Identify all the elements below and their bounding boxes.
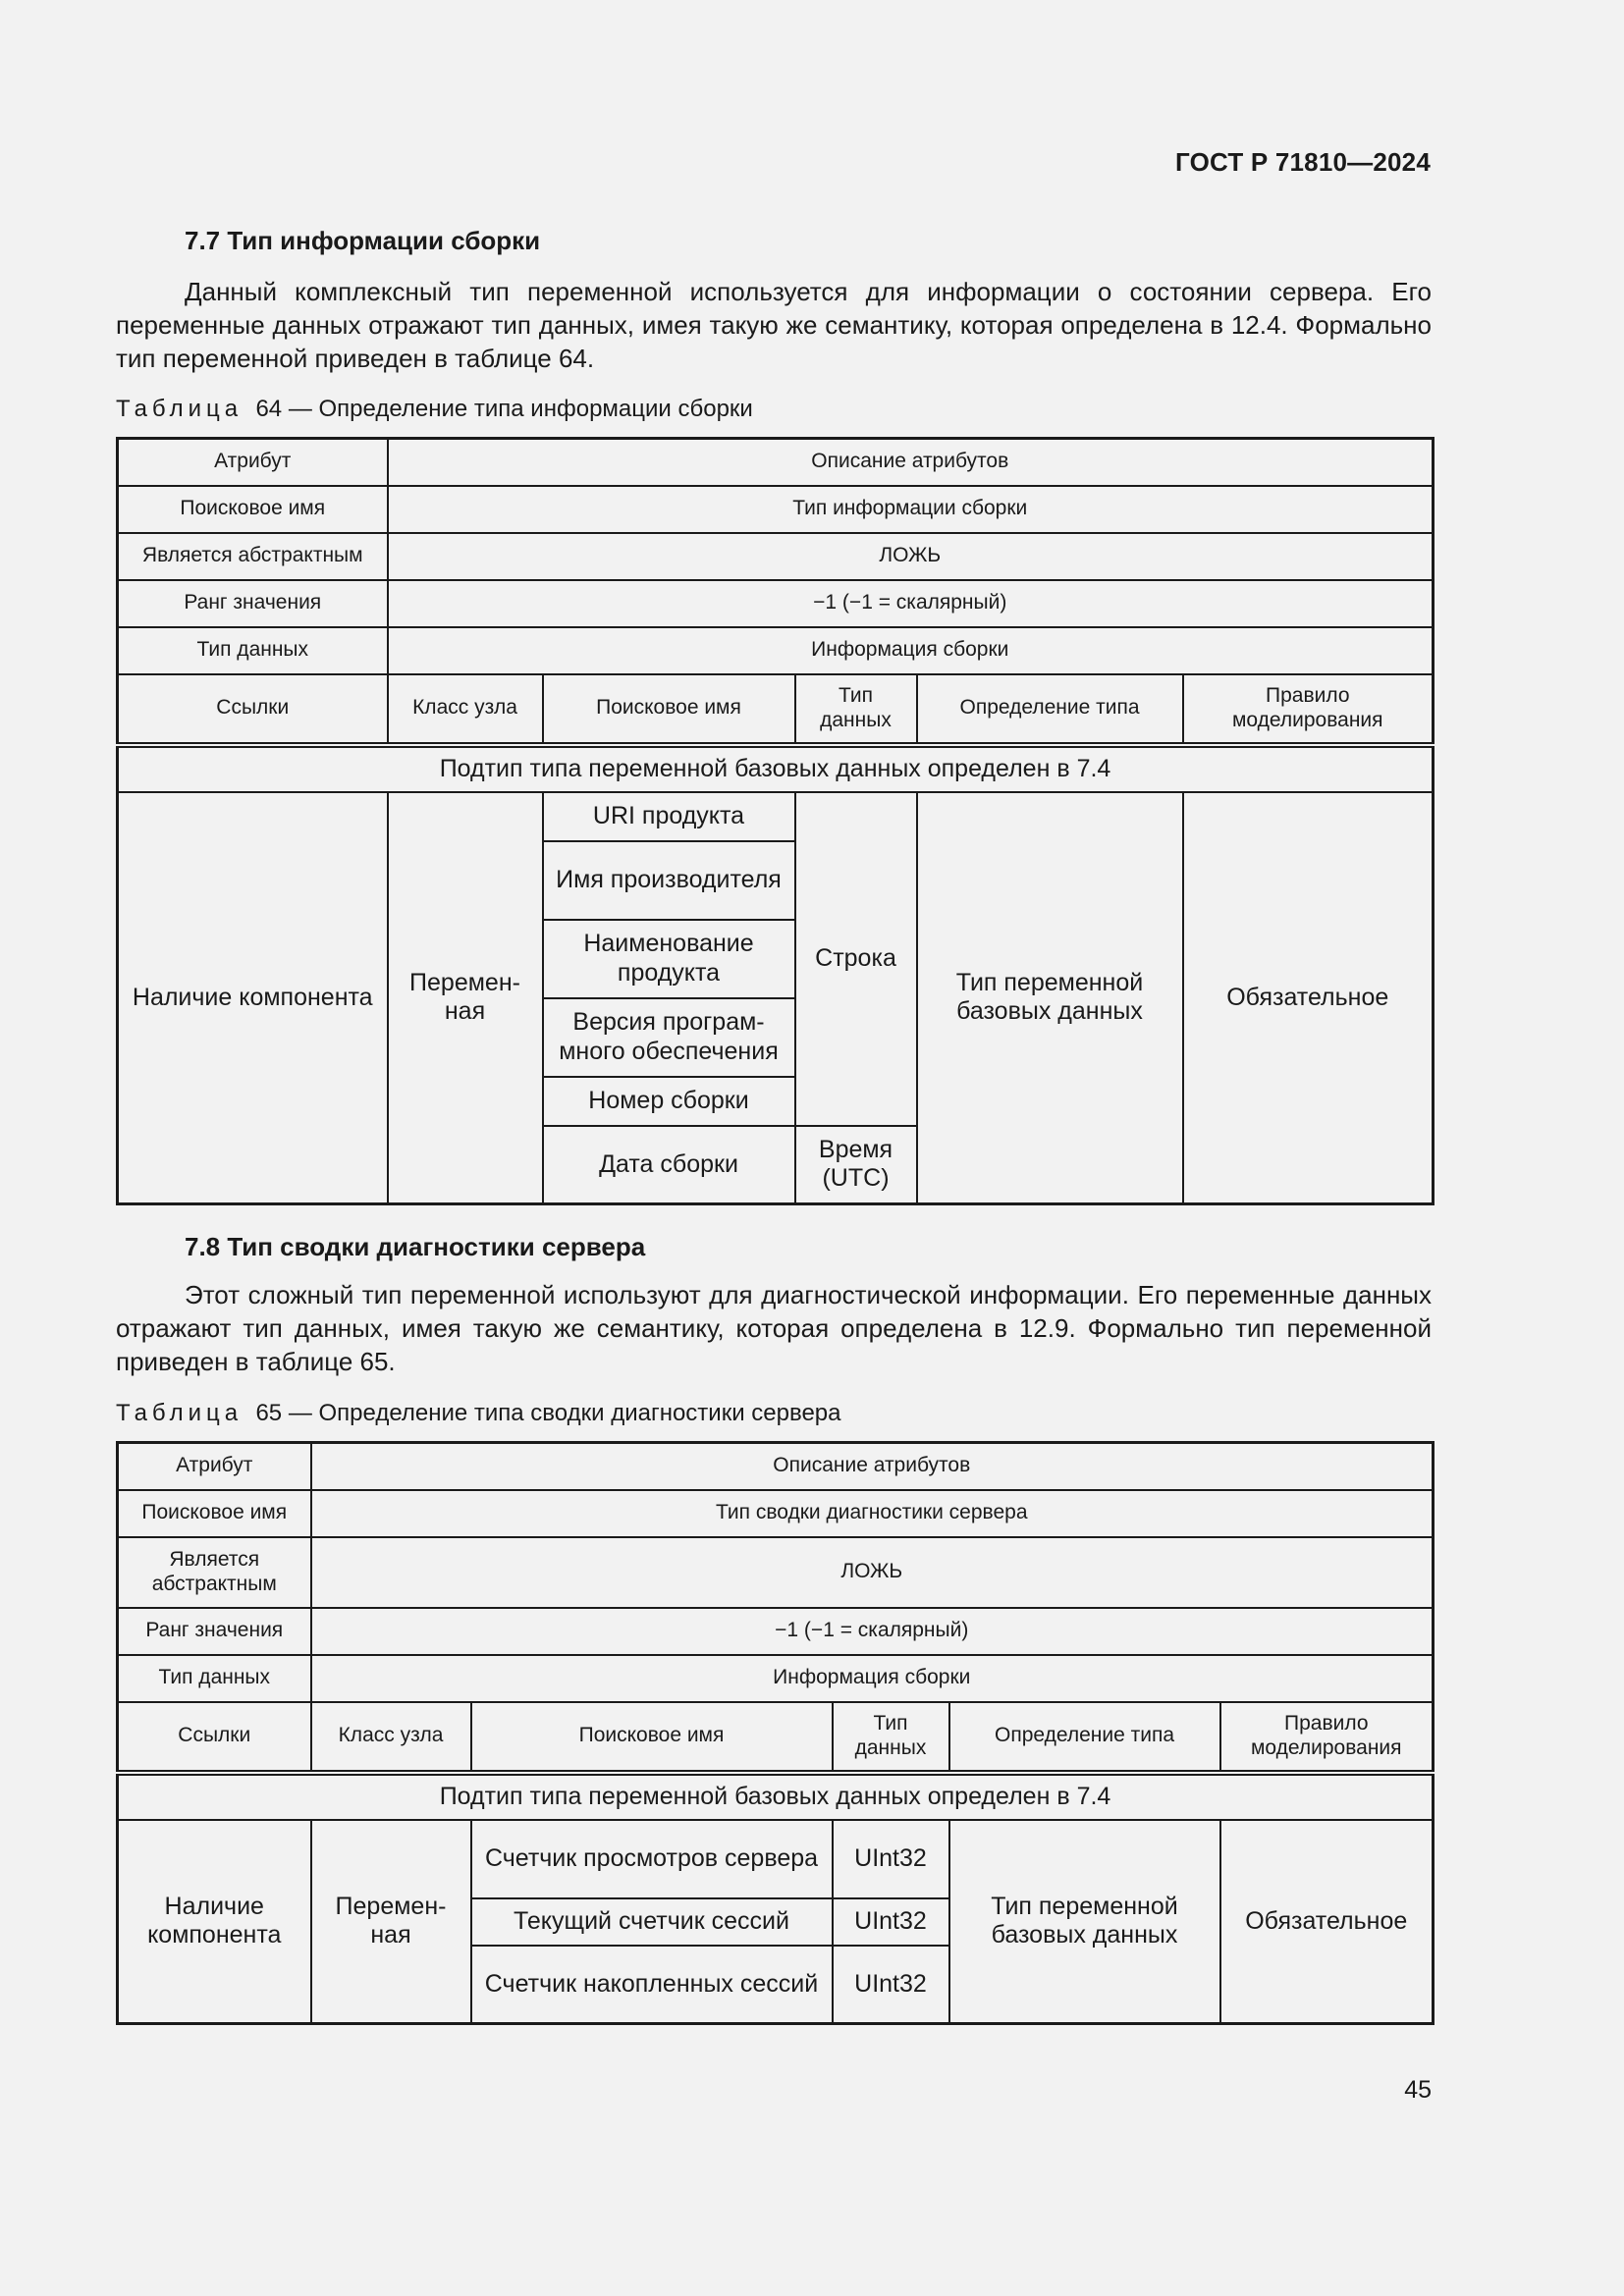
attribute-label: Атрибут	[118, 1443, 311, 1490]
subtype-note: Подтип типа переменной базовых данных определен в 7.4	[118, 1773, 1434, 1820]
table-row	[118, 1490, 1434, 1537]
table-65-caption-text: 65 — Определение типа сводки диагностики сервера	[255, 1400, 841, 1426]
browse-name-cell: Номер сборки	[543, 1077, 795, 1126]
attribute-label: Ранг значения	[118, 1608, 311, 1655]
data-type-cell: UInt32	[833, 1946, 949, 2024]
component-type-definition: Тип переменной базовых данных	[949, 1820, 1220, 2024]
header-data-type: Тип данных	[795, 674, 917, 745]
table-64	[116, 437, 1435, 1205]
header-type-definition: Определение типа	[949, 1702, 1220, 1773]
attribute-label: Атрибут	[118, 439, 388, 486]
subtype-note: Подтип типа переменной базовых данных определен в 7.4	[118, 745, 1434, 792]
browse-name-cell: Версия програм-много обеспечения	[543, 998, 795, 1077]
section-7-8-title: 7.8 Тип сводки диагностики сервера	[185, 1232, 646, 1261]
component-node-class: Перемен-ная	[388, 792, 543, 1204]
references-header-row	[118, 1702, 1434, 1773]
browse-name-cell: Счетчик накопленных сессий	[471, 1946, 833, 2024]
component-type-definition: Тип переменной базовых данных	[917, 792, 1183, 1204]
attribute-label: Ранг значения	[118, 580, 388, 627]
data-type-cell: UInt32	[833, 1898, 949, 1946]
table-row	[118, 580, 1434, 627]
component-refs: Наличие компонента	[118, 792, 388, 1204]
component-modelling-rule: Обязательное	[1183, 792, 1434, 1204]
attribute-value: Описание атрибутов	[311, 1443, 1434, 1490]
component-modelling-rule: Обязательное	[1220, 1820, 1434, 2024]
header-node-class: Класс узла	[388, 674, 543, 745]
table-65-caption-word: Таблица	[116, 1400, 244, 1426]
subtype-note-row	[118, 745, 1434, 792]
document-code: ГОСТ Р 71810—2024	[1175, 147, 1431, 177]
attribute-value: Информация сборки	[388, 627, 1434, 674]
attribute-value: ЛОЖЬ	[311, 1537, 1434, 1608]
header-node-class: Класс узла	[311, 1702, 471, 1773]
data-type-string: Строка	[795, 792, 917, 1126]
table-row	[118, 1537, 1434, 1608]
attribute-value: Информация сборки	[311, 1655, 1434, 1702]
attribute-value: Тип информации сборки	[388, 486, 1434, 533]
header-refs: Ссылки	[118, 1702, 311, 1773]
browse-name-cell: Дата сборки	[543, 1126, 795, 1204]
attribute-value: −1 (−1 = скалярный)	[388, 580, 1434, 627]
table-64-caption-word: Таблица	[116, 396, 244, 422]
table-row	[118, 439, 1434, 486]
table-row	[118, 1655, 1434, 1702]
data-type-cell: UInt32	[833, 1820, 949, 1898]
table-row	[118, 533, 1434, 580]
browse-name-cell: Наименование продукта	[543, 920, 795, 998]
section-7-8-paragraph: Этот сложный тип переменной используют для диагностической информации. Его переменные данных отражают тип данных, имея такую же семантику, которая определена в 12.9. Формально тип переменной приведен в таблице 65.	[116, 1280, 1432, 1376]
table-row	[118, 1608, 1434, 1655]
table-65	[116, 1441, 1435, 2025]
component-refs: Наличие компонента	[118, 1820, 311, 2024]
attribute-label: Поисковое имя	[118, 486, 388, 533]
table-65-caption	[116, 1400, 841, 1427]
header-type-definition: Определение типа	[917, 674, 1183, 745]
header-refs: Ссылки	[118, 674, 388, 745]
header-browse-name: Поисковое имя	[471, 1702, 833, 1773]
references-header-row	[118, 674, 1434, 745]
attribute-value: Описание атрибутов	[388, 439, 1434, 486]
section-7-7-paragraph: Данный комплексный тип переменной используется для информации о состоянии сервера. Его переменные данных отражают тип данных, имея такую же семантику, которая определена в 12.4. Формально тип переменной приведен в таблице 64.	[116, 277, 1432, 373]
data-type-time: Время (UTC)	[795, 1126, 917, 1204]
component-node-class: Перемен-ная	[311, 1820, 471, 2024]
attribute-label: Является абстрактным	[118, 533, 388, 580]
attribute-value: −1 (−1 = скалярный)	[311, 1608, 1434, 1655]
table-row	[118, 1443, 1434, 1490]
browse-name-cell: Счетчик просмотров сервера	[471, 1820, 833, 1898]
attribute-label: Тип данных	[118, 1655, 311, 1702]
header-modelling-rule: Правило моделирования	[1220, 1702, 1434, 1773]
attribute-value: Тип сводки диагностики сервера	[311, 1490, 1434, 1537]
header-data-type: Тип данных	[833, 1702, 949, 1773]
attribute-label: Тип данных	[118, 627, 388, 674]
table-row	[118, 792, 1434, 841]
attribute-value: ЛОЖЬ	[388, 533, 1434, 580]
attribute-label: Является абстрактным	[118, 1537, 311, 1608]
browse-name-cell: URI продукта	[543, 792, 795, 841]
table-64-caption-text: 64 — Определение типа информации сборки	[255, 396, 753, 422]
attribute-label: Поисковое имя	[118, 1490, 311, 1537]
section-7-7-title: 7.7 Тип информации сборки	[185, 226, 541, 255]
table-64-caption	[116, 396, 753, 423]
header-modelling-rule: Правило моделирования	[1183, 674, 1434, 745]
table-row	[118, 1820, 1434, 1898]
page-number: 45	[1404, 2076, 1432, 2104]
browse-name-cell: Имя производителя	[543, 841, 795, 920]
browse-name-cell: Текущий счетчик сессий	[471, 1898, 833, 1946]
table-row	[118, 627, 1434, 674]
table-row	[118, 486, 1434, 533]
header-browse-name: Поисковое имя	[543, 674, 795, 745]
subtype-note-row	[118, 1773, 1434, 1820]
